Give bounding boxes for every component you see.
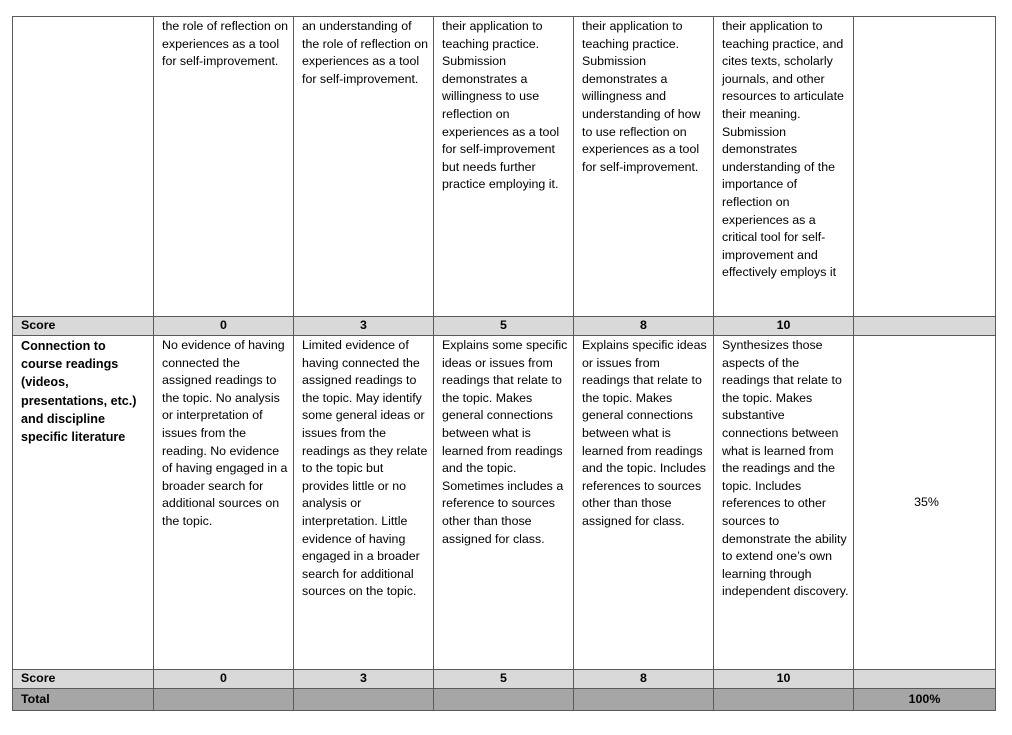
score-row <box>13 670 996 689</box>
total-blank <box>154 689 294 711</box>
rubric-cell: Explains specific ideas or issues from readings that relate to the topic. Makes general connections between what is learned from readings and the topic. Includes references to sources other than those assigned for class. <box>574 336 714 670</box>
weight-cell-empty <box>854 17 996 317</box>
rubric-cell: their application to teaching practice, and cites texts, scholarly journals, and other resources to articulate their meaning. Submission demonstrates understanding of the importance of reflection on experiences as a critical tool for self-improvement and effectively employs it <box>714 17 854 317</box>
score-value: 5 <box>434 670 574 689</box>
criterion-weight: 35% <box>854 336 996 670</box>
total-row <box>13 689 996 711</box>
score-value: 10 <box>714 317 854 336</box>
score-value: 5 <box>434 317 574 336</box>
total-blank <box>434 689 574 711</box>
total-value: 100% <box>854 689 996 711</box>
score-row <box>13 317 996 336</box>
score-value: 0 <box>154 317 294 336</box>
table-row <box>13 336 996 670</box>
rubric-cell: the role of reflection on experiences as a tool for self-improvement. <box>154 17 294 317</box>
total-blank <box>714 689 854 711</box>
total-blank <box>574 689 714 711</box>
score-blank <box>854 670 996 689</box>
score-label: Score <box>13 670 154 689</box>
score-label: Score <box>13 317 154 336</box>
rubric-cell: their application to teaching practice. Submission demonstrates a willingness and understanding of how to use reflection on experiences as a tool for self-improvement. <box>574 17 714 317</box>
total-blank <box>294 689 434 711</box>
rubric-cell: Explains some specific ideas or issues from readings that relate to the topic. Makes general connections between what is learned from readings and the topic. Sometimes includes a reference to sources other than those assigned for class. <box>434 336 574 670</box>
score-value: 0 <box>154 670 294 689</box>
criterion-label: Connection to course readings (videos, presentations, etc.) and discipline specific literature <box>13 336 154 670</box>
rubric-cell: Synthesizes those aspects of the readings that relate to the topic. Makes substantive connections between what is learned from the readings and the topic. Includes references to other sources to demonstrate the ability to extend one’s own learning through independent discovery. <box>714 336 854 670</box>
criterion-cell-empty <box>13 17 154 317</box>
rubric-cell: Limited evidence of having connected the assigned readings to the topic. May identify some general ideas or issues from the readings as they relate to the topic but provides little or no analysis or interpretation. Little evidence of having engaged in a broader search for additional sources on the topic. <box>294 336 434 670</box>
score-value: 10 <box>714 670 854 689</box>
rubric-table <box>12 16 996 711</box>
score-value: 8 <box>574 317 714 336</box>
table-row <box>13 17 996 317</box>
score-value: 3 <box>294 670 434 689</box>
rubric-cell: an understanding of the role of reflection on experiences as a tool for self-improvement. <box>294 17 434 317</box>
rubric-cell: their application to teaching practice. Submission demonstrates a willingness to use reflection on experiences as a tool for self-improvement but needs further practice employing it. <box>434 17 574 317</box>
score-blank <box>854 317 996 336</box>
score-value: 3 <box>294 317 434 336</box>
score-value: 8 <box>574 670 714 689</box>
total-label: Total <box>13 689 154 711</box>
rubric-cell: No evidence of having connected the assigned readings to the topic. No analysis or interpretation of issues from the reading. No evidence of having engaged in a broader search for additional sources on the topic. <box>154 336 294 670</box>
